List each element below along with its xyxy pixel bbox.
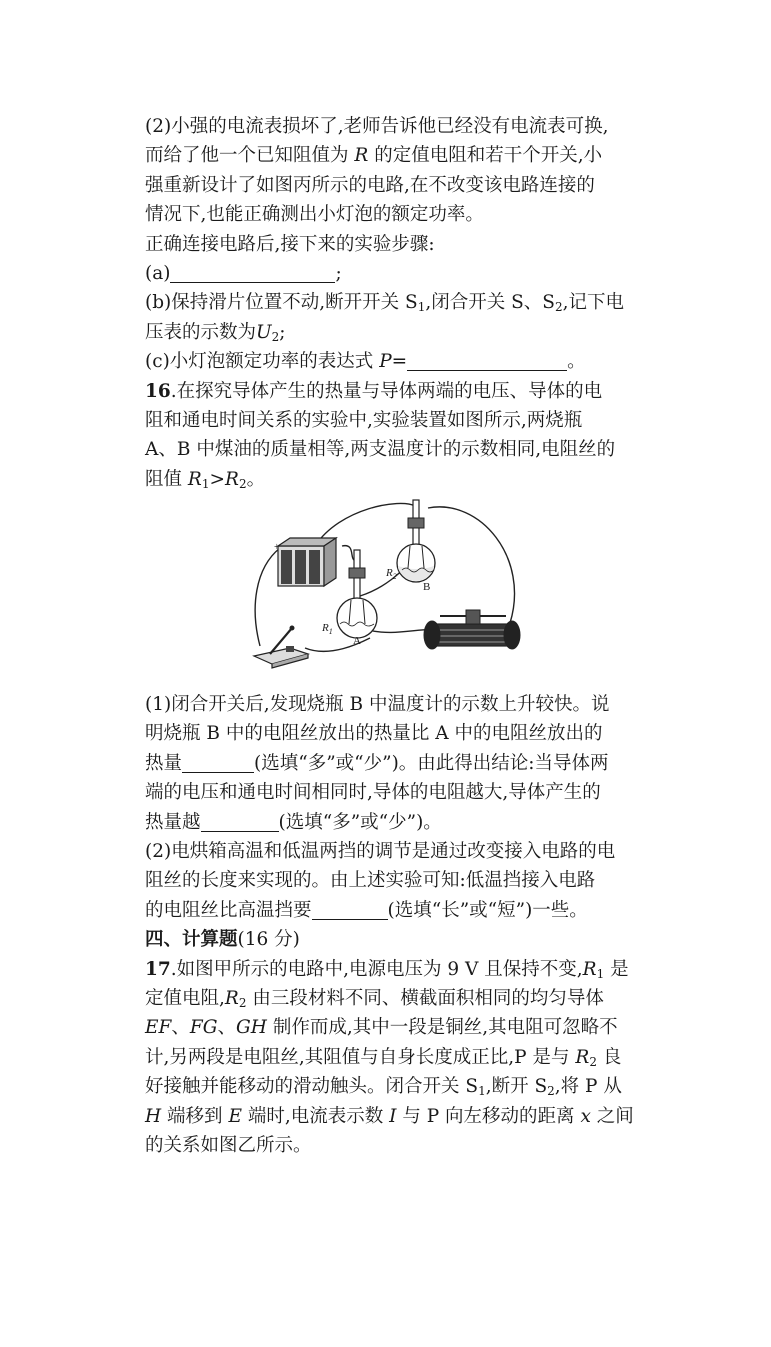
subscript: 2 [392,572,397,582]
svg-text:R1 [321,622,333,636]
text-line [145,112,645,141]
text-line [145,1072,645,1101]
experiment-figure [145,494,645,690]
var-R2: R [575,1046,590,1068]
section-heading [145,925,645,954]
text: 、 [171,1017,190,1039]
text: 与 P 向左移动的距离 [402,1105,575,1127]
text: 端的电压和通电时间相同时,导体的电阻越大,导体产生的 [145,782,601,804]
var-R: R [354,145,369,167]
var-x: x [580,1105,591,1127]
text: 阻和通电时间关系的实验中,实验装置如图所示,两烧瓶 [145,409,583,431]
var-R1: R [582,958,597,980]
text: (2)小强的电流表损坏了,老师告诉他已经没有电流表可换, [145,116,609,137]
text: .在探究导体产生的热量与导体两端的电压、导体的电 [170,380,603,402]
var-P: P [379,351,392,373]
text-line [145,896,645,925]
text: ,断开 S [485,1076,548,1098]
wire [428,507,515,623]
text: 之间 [596,1105,634,1127]
text-line [145,200,645,229]
answer-blank-16-1[interactable] [182,752,254,773]
flask-b [385,500,435,593]
text: 热量 [145,752,183,774]
text: 的电阻丝比高温挡要 [145,899,312,921]
text: (1)闭合开关后,发现烧瓶 B 中温度计的示数上升较快。说 [145,694,610,716]
var-U: U [256,321,272,343]
flask-b-label: B [423,581,431,594]
text-line [145,406,645,435]
step-b-line [145,288,645,317]
text-line [145,1013,645,1042]
text: 、 [217,1017,236,1039]
text-line [145,230,645,259]
section-score: (16 分) [237,929,300,951]
text: = [391,351,408,373]
text: A、B 中煤油的质量相等,两支温度计的示数相同,电阻丝的 [145,439,616,461]
question-number: 16 [145,380,171,402]
subscript: 1 [328,627,333,637]
text: 而给了他一个已知阻值为 [145,145,349,167]
var-I: I [389,1105,397,1127]
text: 由三段材料不同、横截面积相同的均匀导体 [252,987,604,1009]
r2-label: R [386,567,393,580]
subscript: 2 [238,476,247,491]
question-number: 17 [145,958,171,980]
section-title: 四、计算题 [145,929,238,951]
var-FG: FG [189,1017,218,1039]
question-16-line [145,377,645,406]
text: 压表的示数为 [145,321,257,343]
text: 好接触并能移动的滑动触头。闭合开关 S [145,1076,479,1098]
switch [254,626,308,669]
wire [342,546,354,560]
text: 阻值 [145,468,183,490]
plus-label: + [274,542,280,554]
circuit-illustration [250,498,540,688]
text: (b)保持滑片位置不动,断开开关 S [145,292,418,314]
subscript: 1 [478,1084,486,1099]
text-line [145,141,645,170]
svg-text:R2 [385,567,397,581]
text: .如图甲所示的电路中,电源电压为 9 V 且保持不变, [170,958,583,980]
text: 端移到 [167,1105,223,1127]
text: (选填“长”或“短”)一些。 [387,899,588,921]
text: (选填“多”或“少”)。由此得出结论:当导体两 [254,752,609,774]
text-line [145,1131,645,1160]
step-a-line [145,259,645,288]
text-line [145,171,645,200]
text-line [145,690,645,719]
text: ,将 P 从 [554,1076,622,1098]
text: ,记下电 [562,292,624,314]
var-R1: R [187,468,202,490]
text-line [145,1102,645,1131]
text: 制作而成,其中一段是铜丝,其电阻可忽略不 [272,1017,618,1039]
text: ; [279,321,286,343]
text: 是 [610,958,629,980]
answer-blank-16-3[interactable] [312,899,388,920]
question-17-line [145,955,645,984]
text: (c)小灯泡额定功率的表达式 [145,351,374,373]
battery [274,538,336,586]
text: 。 [567,351,586,373]
text-line [145,318,645,347]
text-line [145,837,645,866]
var-GH: GH [236,1017,267,1039]
var-EF: EF [145,1017,172,1039]
text: 定值电阻, [145,987,225,1009]
var-E: E [228,1105,242,1127]
text: 的定值电阻和若干个开关,小 [374,145,603,167]
var-H: H [145,1105,162,1127]
text-line [145,465,645,494]
subscript: 2 [271,329,280,344]
text: (2)电烘箱高温和低温两挡的调节是通过改变接入电路的电 [145,841,616,863]
text: (a) [145,262,171,284]
var-R2: R [224,987,239,1009]
subscript: 1 [201,476,210,491]
var-R2: R [225,468,239,490]
wire [255,548,280,646]
text-line [145,808,645,837]
text: 情况下,也能正确测出小灯泡的额定功率。 [145,204,484,226]
rheostat [424,610,520,649]
text-line [145,778,645,807]
r1-label: R [322,622,329,635]
text-line [145,866,645,895]
text: > [209,468,225,490]
text: 强重新设计了如图丙所示的电路,在不改变该电路连接的 [145,174,595,196]
answer-blank-16-2[interactable] [201,811,279,832]
answer-blank-a[interactable] [170,262,335,283]
text: 。 [246,468,266,490]
text-line [145,719,645,748]
text: ,闭合开关 S、S [425,292,555,314]
subscript: 2 [547,1084,555,1099]
text: (选填“多”或“少”)。 [278,811,442,833]
text-line [145,435,645,464]
text: 热量越 [145,811,201,833]
subscript: 1 [596,966,605,981]
subscript: 1 [417,300,426,315]
text: 明烧瓶 B 中的电阻丝放出的热量比 A 中的电阻丝放出的 [145,723,603,745]
text: 良 [602,1046,622,1068]
text: 阻丝的长度来实现的。由上述实验可知:低温挡接入电路 [145,870,596,892]
subscript: 2 [238,995,247,1010]
subscript: 2 [554,300,563,315]
answer-blank-c[interactable] [407,350,567,371]
text-line [145,749,645,778]
text: 的关系如图乙所示。 [145,1134,312,1156]
text: ; [335,262,342,284]
subscript: 2 [589,1054,597,1069]
text: 端时,电流表示数 [247,1105,384,1127]
text-line [145,984,645,1013]
text-line [145,1043,645,1072]
flask-a-label: A [353,635,361,648]
text: 正确连接电路后,接下来的实验步骤: [145,233,435,255]
text: 计,另两段是电阻丝,其阻值与自身长度成正比,P 是与 [145,1046,570,1068]
document-page [145,112,645,1160]
step-c-line [145,347,645,376]
